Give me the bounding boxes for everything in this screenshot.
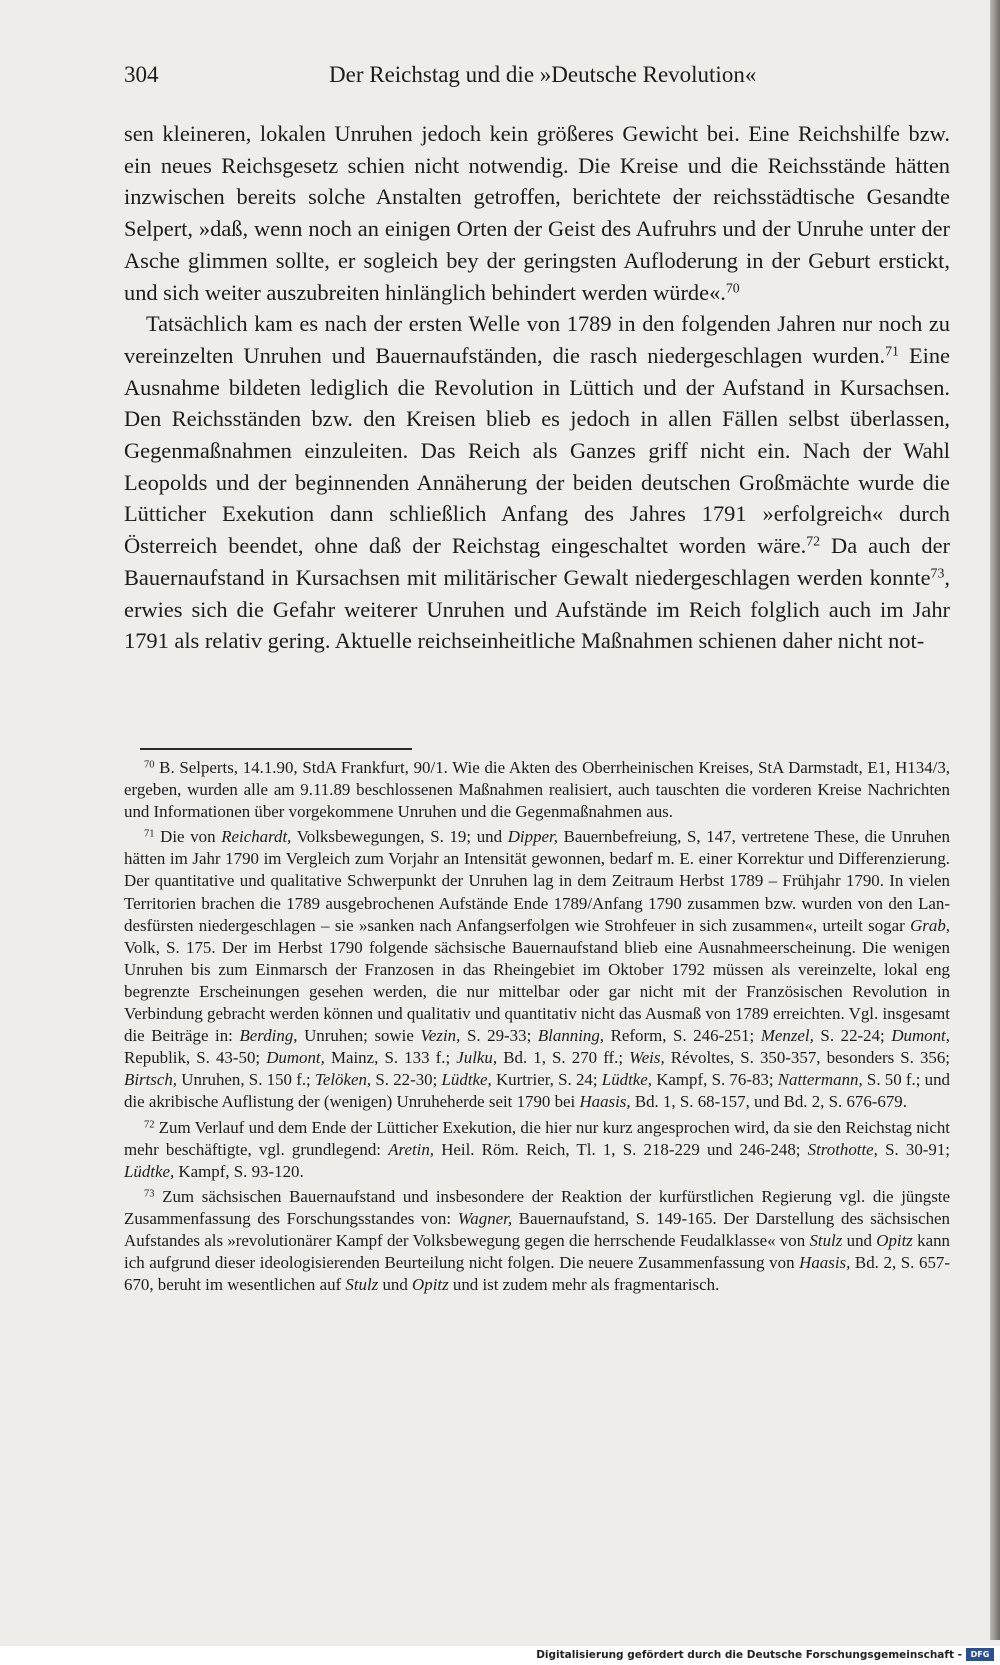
footnote-text: Heil. Röm. Reich, Tl. 1, S. 218-229 und 246-248; <box>434 1139 808 1159</box>
author-name: Wagner, <box>457 1208 513 1228</box>
main-text <box>124 118 950 657</box>
author-name: Dipper, <box>507 827 558 847</box>
author-name: Lüdtke, <box>441 1070 492 1090</box>
footnote-text: B. Selperts, 14.1.90, StdA Frankfurt, 90/1. Wie die Akten des Oberrheinischen Kreises, StA Darmstadt, E1, H134/3, ergeben, wurden alle am 9.11.89 beschlossenen Maßnahmen realisiert, auch tauschten die vorderen Kreise Nachrichten und Informationen über vorgekommene Unruhen und die Gegenmaßnahmen aus. <box>124 758 950 822</box>
footnote-separator <box>140 748 412 750</box>
footnote-72 <box>124 1117 950 1183</box>
paragraph-2-text-4: , erwies sich die Gefahr weiterer Unruhen und Aufstände im Reich folglich auch im Jahr 1791 als relativ gering. Aktuelle reichseinheitliche Maßnahmen schienen daher nicht not- <box>124 564 950 654</box>
footnote-text: Bd. 1, S. 270 ff.; <box>497 1048 630 1068</box>
author-name: Dumont, <box>891 1026 950 1046</box>
dfg-logo: DFG <box>966 1648 994 1661</box>
author-name: Blanning, <box>537 1026 605 1046</box>
footnote-ref-72: 72 <box>806 534 821 550</box>
footnote-number: 73 <box>144 1188 155 1200</box>
paragraph-1-text: sen kleineren, lokalen Unruhen jedoch kein größeres Gewicht bei. Eine Reichshilfe bzw. ein neues Reichsgesetz schien nicht notwendig. Die Kreise und die Reichsstände hätten inzwischen bereits solche Anstalten getroffen, berichtete der reichsstädtische Gesandte Selpert, »daß, wenn noch an einigen Orten der Geist des Aufruhrs und der Unruhe unter der Asche glimmen sollte, er sogleich bey der geringsten Aufloderung in der Geburt erstickt, und sich weiter auszubreiten hinlänglich behindert werden würde«. <box>124 121 950 305</box>
footnote-text: Zum Verlauf und dem Ende der Lütticher Exekution, die hier nur kurz angesprochen wird, da sie den Reichstag nicht mehr beschäftigte, vgl. grundlegend: <box>124 1117 950 1159</box>
footnote-text: Unruhen, S. 150 f.; <box>177 1070 315 1090</box>
footnote-text: Bauernbefreiung, S, 147, vertretene These, die Unruhen hätten im Jahr 1790 im Vergleich zum Vorjahr an Intensität gewonnen, bedarf m. E. einer Korrektur und Differenzierung. Der quantitative und qualitative Schwerpunkt der Unruhen lag in dem Zeitraum Herbst 1789 – Frühjahr 1790. In vielen Territorien brachen die 1789 ausgebrochenen Aufstände Ende 1789/Anfang 1790 zusammen bzw. wurden von den Landesfürsten niedergeschlagen – sie »sanken nach Anfangserfolgen wie Strohfeuer in sich zusammen«, urteilt sogar <box>124 827 950 935</box>
footnote-73 <box>124 1186 950 1296</box>
footnote-text: kann ich aufgrund dieser ideologisierenden Beurteilung nicht folgen. Die neuere Zusammenfassung von <box>124 1230 951 1273</box>
footnote-70 <box>124 757 950 823</box>
running-header <box>124 62 950 96</box>
footnote-text: S. 22-30; <box>371 1070 442 1090</box>
footnote-text: Mainz, S. 133 f.; <box>324 1048 457 1068</box>
footnote-number: 70 <box>144 759 155 771</box>
footnote-text: Révoltes, S. 350-357, besonders S. 356; <box>664 1048 951 1068</box>
paragraph-2 <box>124 308 950 657</box>
author-name: Aretin, <box>388 1139 435 1159</box>
footnote-ref-73: 73 <box>930 566 945 582</box>
author-name: Stulz <box>345 1275 379 1295</box>
footnote-text: und <box>378 1275 413 1295</box>
author-name: Haasis, <box>579 1092 631 1112</box>
footnote-text: und <box>842 1230 877 1250</box>
author-name: Haasis, <box>799 1253 851 1273</box>
footnote-text: Unruhen; sowie <box>297 1026 421 1046</box>
paragraph-2-text-2: Eine Ausnahme bildeten lediglich die Revolution in Lüttich und der Aufstand in Kursachsen. Den Reichsständen bzw. den Kreisen blieb es jedoch in allen Fällen selbst überlassen, Gegenmaßnahmen einzuleiten. Das Reich als Ganzes griff nicht ein. Nach der Wahl Leopolds und der beginnenden Annäherung der beiden deutschen Großmächte wurde die Lütticher Exekution dann schließlich Anfang des Jahres 1791 »erfolgreich« durch Österreich beendet, ohne daß der Reichstag eingeschaltet worden wäre. <box>124 342 950 559</box>
paragraph-2-text-1: Tatsächlich kam es nach der ersten Welle von 1789 in den folgenden Jahren nur noch zu vereinzelten Unruhen und Bauernaufständen, die rasch niedergeschlagen wurden. <box>124 311 950 368</box>
author-name: Birtsch, <box>124 1070 178 1090</box>
page-number: 304 <box>124 62 159 87</box>
author-name: Opitz <box>876 1230 913 1250</box>
footnote-ref-71: 71 <box>885 344 899 360</box>
footnote-text: Zum sächsischen Bauernaufstand und insbesondere der Reaktion der kurfürstlichen Regierung vgl. die jüngste Zusammenfassung des Forschungsstandes von: <box>124 1186 950 1228</box>
footnote-text: Bauernaufstand, S. 149-165. Der Darstellung des sächsischen Aufstandes als »revolutionärer Kampf der Volksbewegung gegen die herrschende Feudalklasse« von <box>124 1208 950 1250</box>
footnote-text: Bd. 1, S. 68-157, und Bd. 2, S. 676-679. <box>630 1092 907 1112</box>
footnote-71 <box>124 826 950 1113</box>
footnotes <box>124 757 950 1299</box>
footnote-text: Kurtrier, S. 24; <box>491 1070 602 1090</box>
author-name: Reichardt, <box>221 827 292 847</box>
author-name: Dumont, <box>266 1048 325 1068</box>
author-name: Strothotte, <box>807 1139 878 1159</box>
footnote-text: Die von <box>154 827 222 847</box>
author-name: Grab, <box>910 915 950 935</box>
footnote-text: S. 22-24; <box>813 1026 892 1046</box>
paragraph-1 <box>124 118 950 308</box>
footnote-number: 71 <box>144 828 155 840</box>
footnote-text: Volksbewegungen, S. 19; und <box>291 827 508 847</box>
author-name: Telöken, <box>314 1070 372 1090</box>
paragraph-2-text-3: Da auch der Bauernaufstand in Kursachsen mit militärischer Gewalt niedergeschlagen werden konnte <box>124 533 950 590</box>
author-name: Weis, <box>629 1048 665 1068</box>
footnote-text: S. 50 f.; und die akribische Auflistung der (wenigen) Unruheherde seit 1790 bei <box>124 1070 950 1112</box>
running-title: Der Reichstag und die »Deutsche Revolution« <box>329 62 757 87</box>
footnote-text: Bd. 2, S. 657-670, beruht im wesentlichen auf <box>124 1253 950 1295</box>
author-name: Menzel, <box>760 1026 814 1046</box>
author-name: Berding, <box>239 1026 298 1046</box>
digitization-credit: Digitalisierung gefördert durch die Deutsche Forschungsgemeinschaft - <box>536 1649 962 1661</box>
footnote-number: 72 <box>144 1118 155 1130</box>
author-name: Julku, <box>456 1048 498 1068</box>
footnote-text: Volk, S. 175. Der im Herbst 1790 folgende sächsische Bauernaufstand blieb eine Ausnahmeerscheinung. Die wenigen Unruhen bis zum Einmarsch der Franzosen in das Rheingebiet im Oktober 1792 müssen als vereinzelte, lokal eng begrenzte Erscheinungen gesehen werden, die nur mittelbar oder gar nicht mit der Französischen Revolution in Verbindung gebracht werden können und qualitativ und quantitativ nicht das Ausmaß von 1789 erreichten. Vgl. insgesamt die Beiträge in: <box>124 937 950 1046</box>
footnote-text: Kampf, S. 93-120. <box>174 1161 304 1181</box>
footnote-text: S. 29-33; <box>460 1026 538 1046</box>
author-name: Vezin, <box>420 1026 461 1046</box>
author-name: Lüdtke, <box>601 1070 652 1090</box>
author-name: Nattermann, <box>777 1070 863 1090</box>
footnote-text: Kampf, S. 76-83; <box>652 1070 778 1090</box>
page-edge-shadow <box>990 0 1000 1640</box>
footnote-text: S. 30-91; <box>877 1139 950 1159</box>
footnote-text: Republik, S. 43-50; <box>124 1048 267 1068</box>
author-name: Opitz <box>412 1275 449 1295</box>
author-name: Lüdtke, <box>124 1161 175 1181</box>
footnote-text: und ist zudem mehr als fragmentarisch. <box>448 1275 720 1295</box>
footnote-text: Reform, S. 246-251; <box>604 1026 761 1046</box>
author-name: Stulz <box>809 1230 843 1250</box>
footnote-ref-70: 70 <box>725 280 740 296</box>
